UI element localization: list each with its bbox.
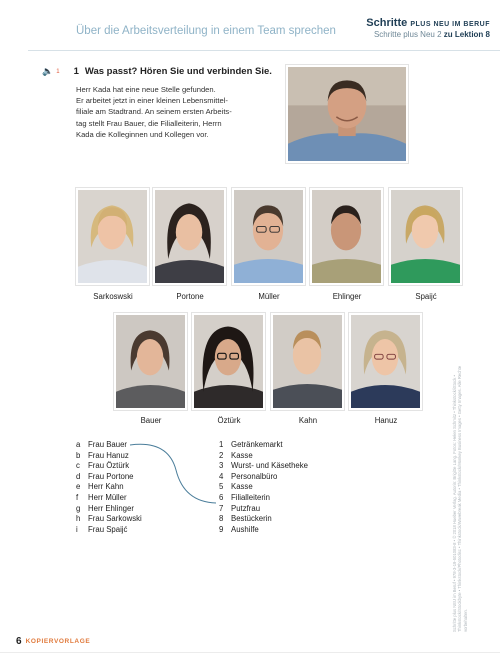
list-item-key: d xyxy=(76,471,81,481)
photo-label: Hanuz xyxy=(374,416,398,425)
brand-title xyxy=(366,17,490,29)
list-item-name: Herr Müller xyxy=(88,492,127,502)
photo-label: Spaijć xyxy=(415,292,437,301)
list-item-job: Aushilfe xyxy=(231,524,259,534)
list-item-job: Wurst- und Käsetheke xyxy=(231,461,308,471)
list-item-name: Frau Sarkowski xyxy=(88,514,142,524)
photo-bauer xyxy=(114,313,187,410)
brand-name: Schritte xyxy=(366,17,408,29)
list-item-key: b xyxy=(76,450,81,460)
list-item-key: 6 xyxy=(219,492,224,502)
list-item-job: Filialleiterin xyxy=(231,492,270,502)
list-item-job: Kasse xyxy=(231,450,253,460)
list-item-key: g xyxy=(76,503,81,513)
list-item-key: 1 xyxy=(219,440,224,449)
list-item xyxy=(219,472,308,483)
list-item-name: Frau Spaijć xyxy=(88,524,128,534)
photo-oeztuerk xyxy=(192,313,265,410)
list-item-key: f xyxy=(76,492,79,502)
task-instruction: Was passt? Hören Sie und verbinden Sie. xyxy=(84,66,272,77)
list-item xyxy=(219,482,308,493)
list-item-key: 5 xyxy=(219,482,224,492)
list-item-name: Frau Portone xyxy=(88,471,134,481)
list-item-key: 7 xyxy=(219,503,224,513)
audio-track-number: 1 xyxy=(56,68,60,75)
photo-sarkoswski xyxy=(76,188,149,285)
photo-herr-kada xyxy=(286,65,408,163)
copyright-text: Schritte plus NEU im Beruf • 978-3-19-501083-8 • © 2018 Hueber Verlag. Autorin: Brigitte Lang. Fotos: Helen Schmitz • Thinkstock/iStock • Thinkstock/Stockbyte • Thinkstock/Photodisc • Thinkstock/Wavebreak Media • Thinkstock/Monkey Business Images • Getty Images. Alle Rechte vorbehalten. xyxy=(452,365,468,632)
page-footer xyxy=(16,636,90,647)
list-item xyxy=(76,525,142,536)
list-item-key: 9 xyxy=(219,524,224,534)
intro-line: Er arbeitet jetzt in einer kleinen Lebensmittel- xyxy=(76,96,228,106)
photo-hanuz xyxy=(349,313,422,410)
intro-line: Herr Kada hat eine neue Stelle gefunden. xyxy=(76,85,216,94)
intro-line: Kada die Kolleginnen und Kollegen vor. xyxy=(76,129,209,139)
photo-label: Öztürk xyxy=(217,416,241,425)
list-item-key: c xyxy=(76,461,80,471)
list-item xyxy=(219,440,308,451)
intro-line: tag stellt Frau Bauer, die Filialleiterin, Herrn xyxy=(76,118,222,128)
intro-text xyxy=(76,84,276,140)
page-header-title: Über die Arbeitsverteilung in einem Team sprechen xyxy=(76,25,336,37)
list-item xyxy=(219,514,308,525)
copyright-sidebar xyxy=(452,362,500,632)
list-item-name: Frau Hanuz xyxy=(88,450,129,460)
photo-portone xyxy=(153,188,226,285)
photo-label: Ehlinger xyxy=(332,292,362,301)
list-item-job: Personalbüro xyxy=(231,471,278,481)
brand-lesson: zu Lektion 8 xyxy=(443,30,490,39)
header-divider xyxy=(28,50,500,51)
speaker-icon[interactable]: 🔈 xyxy=(42,66,54,76)
list-item xyxy=(219,461,308,472)
photo-mueller xyxy=(232,188,305,285)
list-item-key: i xyxy=(76,524,78,534)
photo-kahn xyxy=(271,313,344,410)
list-item xyxy=(219,451,308,462)
photo-label: Sarkoswski xyxy=(93,292,133,301)
photo-label: Kahn xyxy=(298,416,318,425)
footer-label: KOPIERVORLAGE xyxy=(25,638,91,645)
list-item xyxy=(219,493,308,504)
task-heading xyxy=(42,66,272,77)
brand-edition: PLUS NEU IM BERUF xyxy=(410,21,490,28)
photo-spaijc xyxy=(389,188,462,285)
task-number: 1 xyxy=(73,66,79,77)
brand-block xyxy=(366,17,490,39)
list-item-name: Herr Kahn xyxy=(88,482,124,492)
list-item xyxy=(219,504,308,515)
intro-line: filiale am Stadtrand. An seinem ersten Arbeits- xyxy=(76,107,232,117)
page-number: 6 xyxy=(16,636,22,647)
list-item-job: Bestückerin xyxy=(231,514,272,524)
brand-book: Schritte plus Neu 2 xyxy=(373,30,442,39)
brand-subtitle xyxy=(366,30,490,39)
list-item-key: e xyxy=(76,482,81,492)
list-item-name: Frau Bauer xyxy=(88,440,128,449)
list-item-key: 8 xyxy=(219,514,224,524)
list-item-job: Kasse xyxy=(231,482,253,492)
list-item-key: 3 xyxy=(219,461,224,471)
photo-label: Bauer xyxy=(140,416,162,425)
photo-label: Portone xyxy=(176,292,204,301)
photo-ehlinger xyxy=(310,188,383,285)
list-item-name: Herr Ehlinger xyxy=(88,503,134,513)
list-item xyxy=(76,514,142,525)
example-connector-line xyxy=(118,440,218,510)
list-item-key: h xyxy=(76,514,81,524)
footer-divider xyxy=(0,652,500,653)
list-item-key: 2 xyxy=(219,450,224,460)
jobs-list xyxy=(219,440,308,535)
list-item-key: 4 xyxy=(219,471,224,481)
photo-label: Müller xyxy=(258,292,280,301)
list-item xyxy=(219,525,308,536)
list-item-key: a xyxy=(76,440,81,449)
list-item-name: Frau Öztürk xyxy=(88,461,130,471)
list-item-job: Getränkemarkt xyxy=(231,440,283,449)
list-item-job: Putzfrau xyxy=(231,503,261,513)
